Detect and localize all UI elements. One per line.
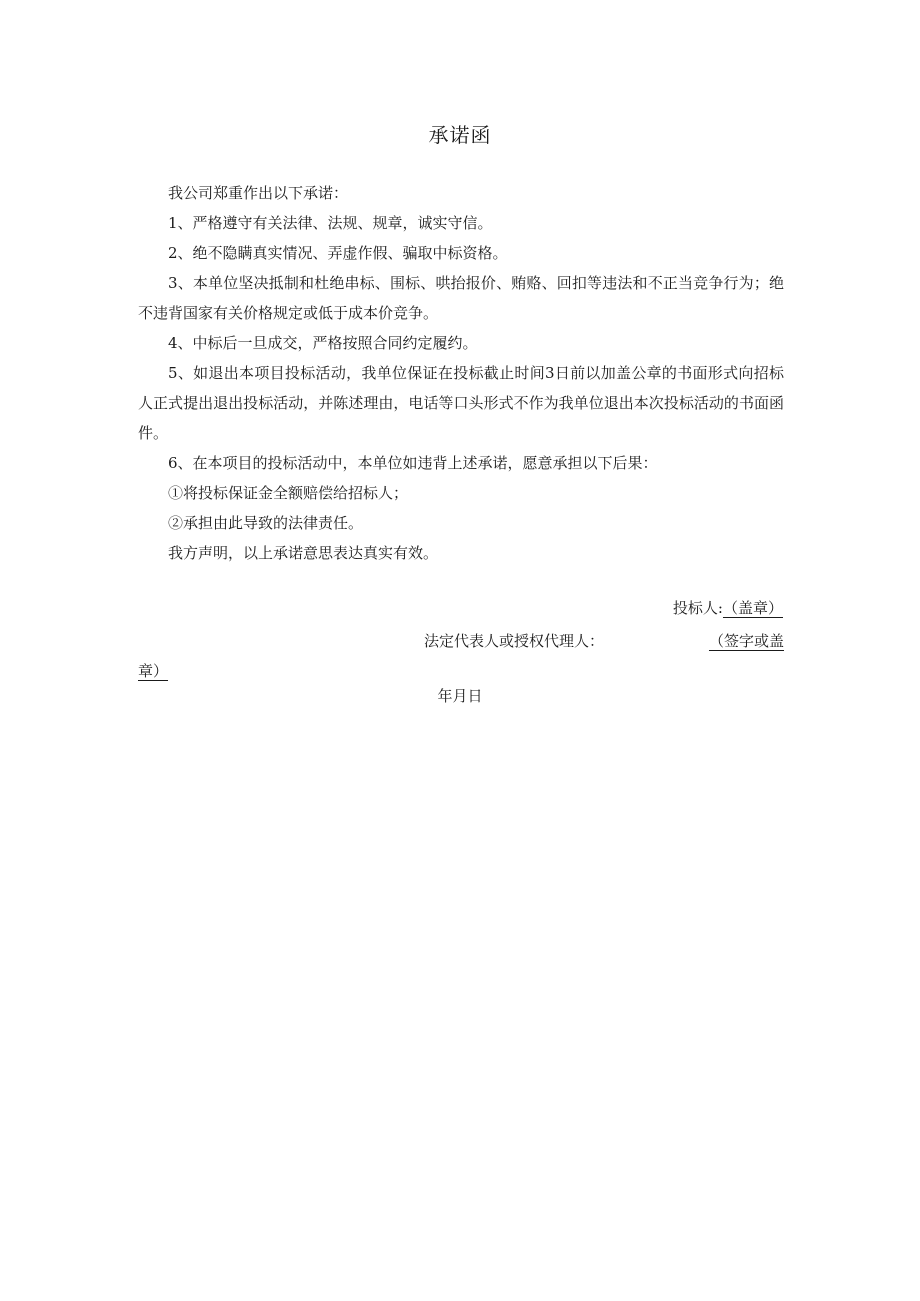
consequence-item-1: ①将投标保证金全额赔偿给招标人； xyxy=(168,484,409,502)
bidder-label: 投标人: xyxy=(672,599,723,617)
declaration-paragraph: 我方声明，以上承诺意思表达真实有效。 xyxy=(168,544,439,562)
representative-sign-field-continued: 章） xyxy=(138,662,169,680)
consequence-item-2: ②承担由此导致的法律责任。 xyxy=(168,514,364,532)
commitment-item-6: 6、在本项目的投标活动中，本单位如违背上述承诺，愿意承担以下后果： xyxy=(168,454,658,472)
commitment-item-2: 2、绝不隐瞒真实情况、弄虚作假、骗取中标资格。 xyxy=(168,244,508,262)
commitment-item-3: 3、本单位坚决抵制和杜绝串标、围标、哄抬报价、贿赂、回扣等违法和不正当竞争行为；绝不违背国家有关价格规定或低于成本价竞争。 xyxy=(138,274,784,322)
commitment-item-1: 1、严格遵守有关法律、法规、规章，诚实守信。 xyxy=(168,214,493,232)
date-line: 年月日 xyxy=(437,687,483,705)
bidder-signature-line xyxy=(673,596,783,620)
representative-sign-field: （签字或盖 xyxy=(708,632,784,650)
commitment-item-5: 5、如退出本项目投标活动，我单位保证在投标截止时间3日前以加盖公章的书面形式向招标人正式提出退出投标活动，并陈述理由，电话等口头形式不作为我单位退出本次投标活动的书面函件。 xyxy=(138,364,784,442)
commitment-item-4: 4、中标后一旦成交，严格按照合同约定履约。 xyxy=(168,334,478,352)
commitment-body xyxy=(138,178,784,568)
document-title: 承诺函 xyxy=(428,123,492,147)
intro-paragraph: 我公司郑重作出以下承诺： xyxy=(168,184,349,202)
bidder-seal-field: （盖章） xyxy=(722,599,783,617)
representative-label: 法定代表人或授权代理人： xyxy=(424,632,605,650)
